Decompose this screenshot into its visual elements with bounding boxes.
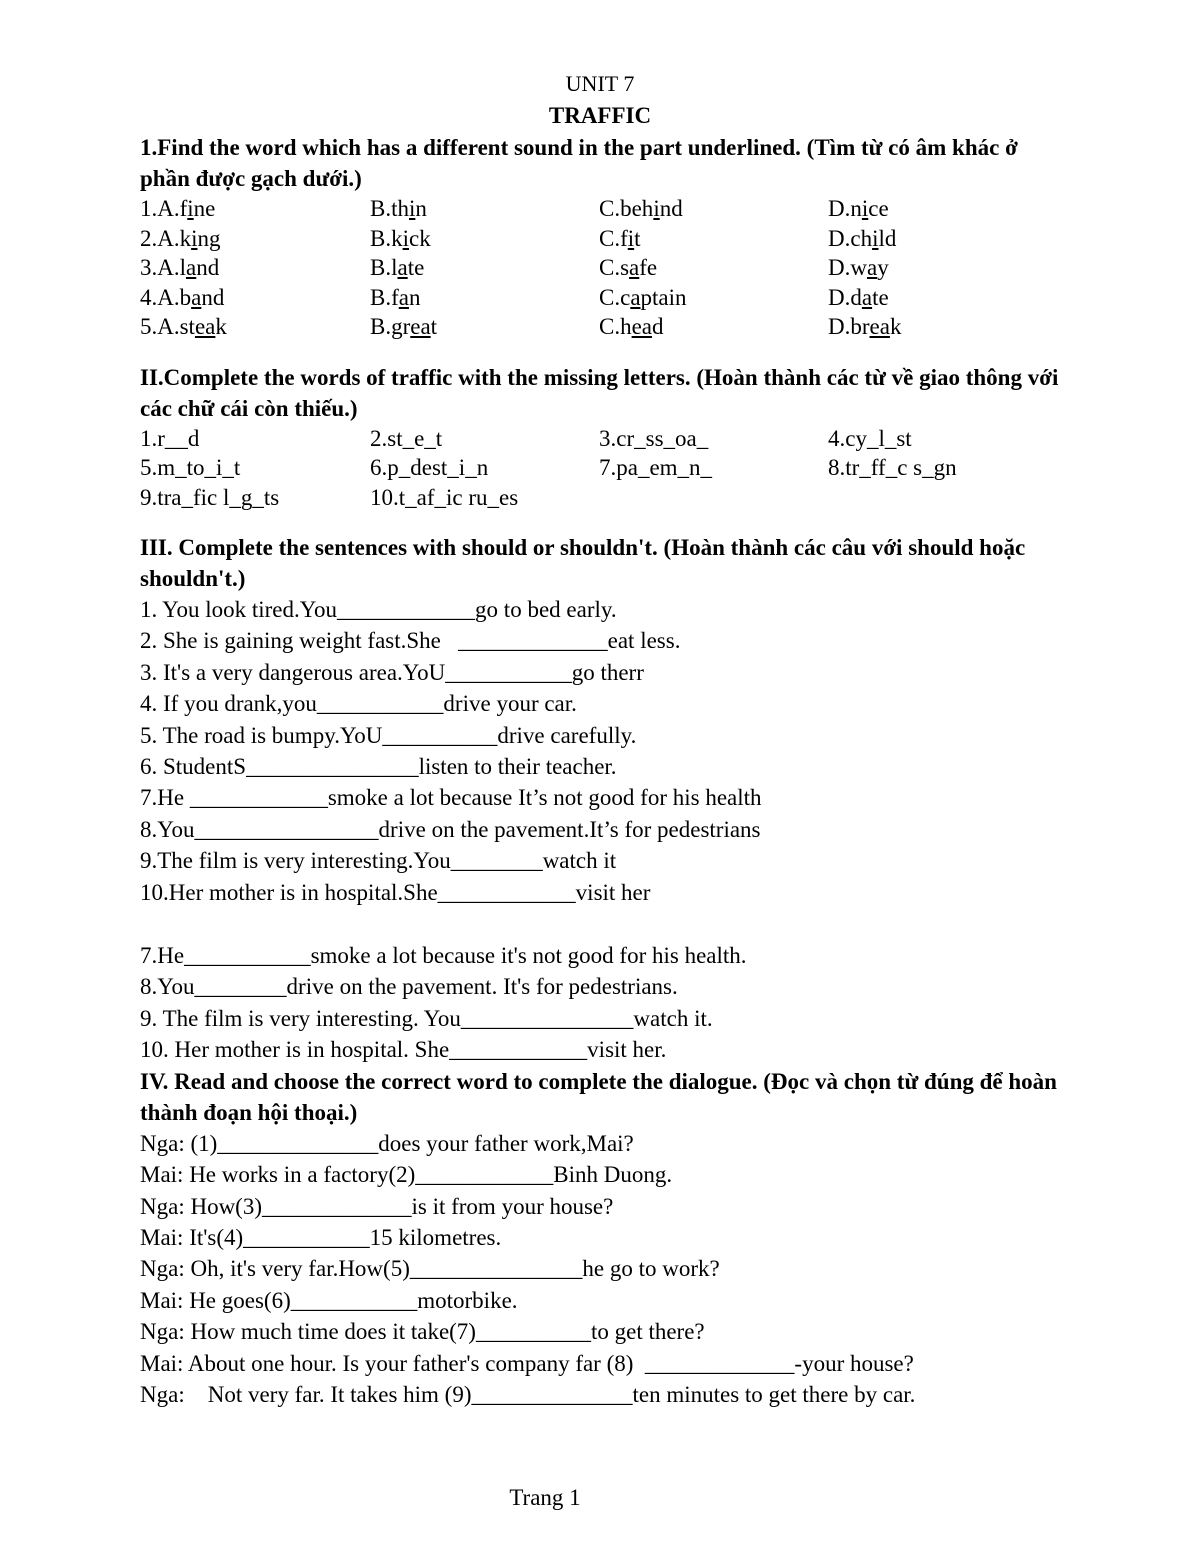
dialogue-line: Nga: How much time does it take(7)__________to get there? [140, 1319, 705, 1345]
word-item [599, 483, 828, 513]
section3-sentences-repeat [140, 940, 1060, 1066]
option-item: C.captain [599, 284, 687, 310]
underlined-letters: i [408, 196, 416, 221]
underlined-letters: ea [410, 314, 431, 339]
underlined-letters: i [861, 196, 869, 221]
word-item: 4.cy_l_st [828, 425, 912, 451]
option-item: D.nice [828, 196, 889, 221]
section2-words [140, 424, 1060, 513]
dialogue-line: Nga: Not very far. It takes him (9)______________ten minutes to get there by car. [140, 1381, 916, 1407]
word-item: 10.t_af_ic ru_es [370, 484, 519, 510]
sentence-line: 10. Her mother is in hospital. She____________visit her. [140, 1037, 667, 1063]
section2-heading: II.Complete the words of traffic with the missing letters. (Hoàn thành các từ về giao thông với các chữ cái còn thiếu.) [140, 364, 1059, 421]
underlined-letters: i [653, 196, 660, 221]
underlined-letters: i [191, 225, 198, 251]
section1-options [140, 194, 1060, 342]
sentence-line: 7.He___________smoke a lot because it's not good for his health. [140, 943, 747, 969]
option-item: C.behind [599, 196, 683, 221]
option-item: D.date [828, 284, 889, 310]
word-item: 2.st_e_t [370, 425, 443, 451]
word-item: 6.p_dest_i_n [370, 455, 489, 480]
section3-heading: III. Complete the sentences with should or shouldn't. (Hoàn thành các câu với should hoặc shouldn't.) [140, 535, 1026, 591]
sentence-line: 2. She is gaining weight fast.She _____________eat less. [140, 628, 681, 654]
word-item: 8.tr_ff_c s_gn [828, 455, 957, 480]
section3-sentences [140, 594, 1060, 908]
sentence-line: 8.You________________drive on the pavement.It’s for pedestrians [140, 816, 761, 842]
underlined-letters: a [397, 255, 408, 280]
option-item: 2.A.king [140, 225, 221, 251]
sentence-line: 10.Her mother is in hospital.She____________visit her [140, 879, 651, 905]
option-item: B.late [370, 255, 425, 280]
option-item: C.head [599, 314, 664, 339]
option-item: 5.A.steak [140, 314, 227, 339]
underlined-letters: a [191, 284, 202, 310]
sentence-line: 9. The film is very interesting. You_______________watch it. [140, 1005, 713, 1031]
option-item: B.fan [370, 284, 421, 310]
sentence-line: 7.He ____________smoke a lot because It’s not good for his health [140, 785, 762, 811]
underlined-letters: a [861, 284, 873, 310]
option-item: B.kick [370, 225, 431, 251]
word-item: 1.r__d [140, 425, 200, 451]
option-item: B.thin [370, 196, 427, 221]
sentence-line: 4. If you drank,you___________drive your car. [140, 691, 577, 717]
underlined-letters: a [630, 284, 641, 310]
section4-heading: IV. Read and choose the correct word to complete the dialogue. (Đọc và chọn từ đúng để hoàn thành đoạn hội thoại.) [140, 1068, 1057, 1125]
option-item: D.break [828, 314, 902, 339]
option-item: D.way [828, 255, 889, 280]
section4-dialogue [140, 1128, 1060, 1411]
underlined-letters: a [186, 255, 197, 280]
page-number: Trang 1 [509, 1485, 581, 1510]
underlined-letters: ea [194, 314, 216, 339]
option-item: C.safe [599, 255, 658, 280]
sentence-line: 9.The film is very interesting.You________watch it [140, 848, 617, 874]
word-item: 7.pa_em_n_ [599, 455, 713, 480]
dialogue-line: Nga: (1)______________does your father work,Mai? [140, 1130, 634, 1156]
underlined-letters: a [398, 284, 409, 310]
option-item: C.fit [599, 225, 641, 251]
dialogue-line: Nga: How(3)_____________is it from your house? [140, 1193, 614, 1219]
sentence-line: 3. It's a very dangerous area.YoU___________go therr [140, 659, 644, 685]
option-item: D.child [828, 225, 897, 251]
sentence-line: 6. StudentS_______________listen to their teacher. [140, 754, 617, 780]
word-item: 3.cr_ss_oa_ [599, 425, 709, 451]
option-item: B.great [370, 314, 438, 339]
sentence-line: 1. You look tired.You____________go to bed early. [140, 597, 617, 622]
worksheet-page [140, 68, 1060, 1410]
underlined-letters: ea [631, 314, 653, 339]
word-item: 5.m_to_i_t [140, 455, 241, 480]
underlined-letters: i [187, 196, 194, 221]
underlined-letters: a [866, 255, 878, 280]
underlined-letters: i [402, 225, 409, 251]
option-item: 1.A.fine [140, 196, 216, 221]
topic-title: TRAFFIC [548, 103, 652, 128]
underlined-letters: a [629, 255, 640, 280]
option-item: 3.A.land [140, 255, 220, 280]
section1-heading: 1.Find the word which has a different sound in the part underlined. (Tìm từ có âm khác ở phần được gạch dưới.) [140, 135, 1018, 191]
word-item [828, 483, 1060, 513]
underlined-letters: ea [869, 314, 890, 339]
underlined-letters: i [872, 225, 879, 251]
underlined-letters: i [627, 225, 635, 251]
dialogue-line: Mai: He goes(6)___________motorbike. [140, 1287, 518, 1313]
sentence-line: 8.You________drive on the pavement. It's for pedestrians. [140, 974, 678, 1000]
dialogue-line: Mai: About one hour. Is your father's company far (8) _____________-your house? [140, 1350, 914, 1376]
unit-title: UNIT 7 [565, 71, 635, 96]
dialogue-line: Nga: Oh, it's very far.How(5)_______________he go to work? [140, 1256, 720, 1282]
sentence-line: 5. The road is bumpy.YoU__________drive carefully. [140, 722, 637, 748]
word-item: 9.tra_fic l_g_ts [140, 484, 280, 510]
dialogue-line: Mai: He works in a factory(2)____________Binh Duong. [140, 1162, 673, 1188]
dialogue-line: Mai: It's(4)___________15 kilometres. [140, 1224, 502, 1250]
option-item: 4.A.band [140, 284, 225, 310]
